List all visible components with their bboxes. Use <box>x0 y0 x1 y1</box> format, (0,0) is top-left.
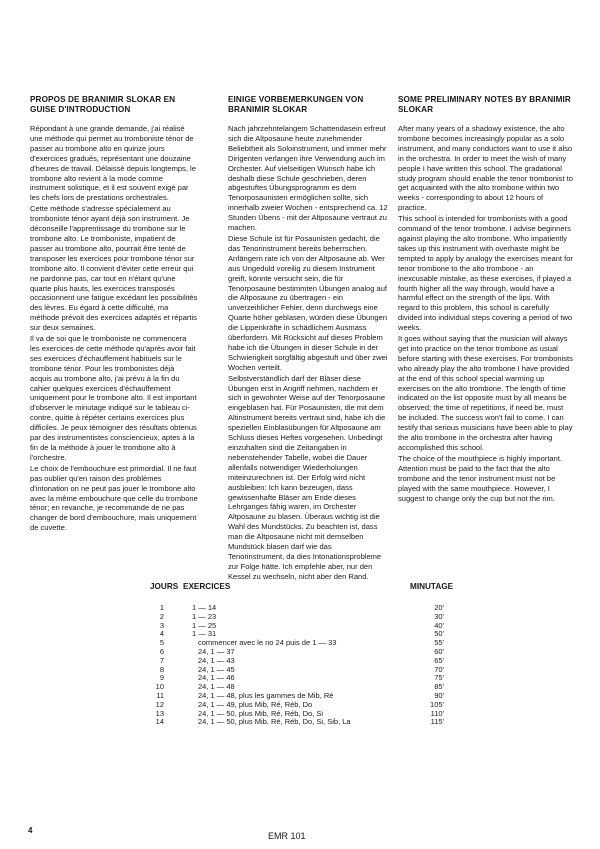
day-cell: 7 <box>159 655 164 665</box>
minutes-cell: 70' <box>434 664 444 674</box>
minutes-cell: 65' <box>434 655 444 665</box>
header-exercices: EXERCICES <box>183 582 231 591</box>
minutes-cell: 20' <box>434 603 444 612</box>
french-title: PROPOS DE BRANIMIR SLOKAR EN GUISE D'INTRODUCTION <box>30 95 176 114</box>
minutes-cell: 40' <box>434 620 444 630</box>
day-cell: 9 <box>159 673 164 683</box>
english-paragraph: After many years of a shadowy existence, the alto trombone becomes increasingly popular as a solo instrument, and many conductors want to use it also in the orchestra. In order to meet the wish of many people I have written this school. The gradational study program should enable the tenor trombonist to get acquainted with the alto trombone within two weeks - corresponding to about 12 hours of practice. <box>398 124 573 213</box>
day-cell: 1 <box>159 603 164 612</box>
exercise-cell: commencer avec le no 24 puis de 1 — 33 <box>198 638 337 648</box>
page-number: 4 <box>28 826 33 835</box>
exercise-cell: 24, 1 — 45 <box>198 664 235 674</box>
english-column <box>398 95 573 504</box>
day-cell: 6 <box>159 646 164 656</box>
exercise-cell: 24, 1 — 43 <box>198 655 235 665</box>
french-paragraph: Cette méthode s'adresse spécialement au tromboniste ténor ayant déjà son instrument. Je déconseille l'apprentissage du trombone sur le trombone alto. Le tromboniste, impatient de passer au trombone alto, pourrait être tenté de transposer les exercices pour trombone ténor sur trombone alto. Il convient d'éviter cette erreur qui ne pardonne pas, car tout en n'étant qu'une quarte plus hauts, les exercices transposés occasionnent une fatigue excédant les possibilités des lèvres. Eu égard à cette difficulté, ma méthode prévoit des exercices adaptés et répartis sur deux semaines. <box>30 204 198 333</box>
minutes-cell: 85' <box>434 682 444 692</box>
exercise-cell: 24, 1 — 50, plus Mib, Ré, Réb, Do, Si, Sib, La <box>198 717 351 727</box>
header-jours: JOURS <box>150 582 179 591</box>
minutes-cell: 75' <box>434 673 444 683</box>
english-title: SOME PRELIMINARY NOTES BY BRANIMIR SLOKAR <box>398 95 571 114</box>
minutes-cell: 50' <box>434 629 444 639</box>
exercise-cell: 24, 1 — 49, plus Mib, Ré, Réb, Do <box>198 699 313 709</box>
english-paragraph: This school is intended for trombonists with a good command of the tenor trombone. I advise beginners against playing the alto trombone. Who impatiently takes up this instrument with overhaste might be tempted to apply by analogy the exercises meant for tenor trombone to the alto trombone - an inexcusable mistake, as these exercises, if played a fourth higher all the way through, would have a harmful effect on the strength of the lips. With regard to this problem, this school is carefully divided into individual steps covering a period of two weeks. <box>398 214 573 333</box>
french-paragraph: Il va de soi que le tromboniste ne commencera les exercices de cette méthode qu'après avoir fait ses exercices d'échauffement habituels sur le trombone ténor. Pour les trombonistes déjà acquis au trombone alto, j'ai prévu à la fin du cahier quelques exercices d'échauffement uniquement pour le trombone alto. Il est important d'observer le minutage indiqué sur le tableau ci-contre, quitte à répéter certains exercices plus difficiles. Je peux témoigner des résultats obtenus par des instrumentistes consciencieux, aptes à la fin de la méthode à jouer le trombone alto à l'orchestre. <box>30 334 197 462</box>
table-row <box>150 718 540 727</box>
day-cell: 12 <box>155 699 164 709</box>
day-cell: 5 <box>159 638 164 648</box>
exercise-cell: 24, 1 — 46 <box>198 673 235 683</box>
day-cell: 3 <box>159 620 164 630</box>
german-column <box>228 95 388 583</box>
exercise-cell: 1 — 23 <box>192 611 217 621</box>
exercise-cell: 1 — 31 <box>192 629 217 639</box>
day-cell: 10 <box>155 682 164 692</box>
day-cell: 8 <box>159 664 164 674</box>
english-paragraph: The choice of the mouthpiece is highly important. Attention must be paid to the fact that the alto trombone and the tenor instrument must not be played with the same mouthpiece. However, I suggest to change only the cup but not the rim. <box>398 453 563 503</box>
minutes-cell: 115' <box>430 717 444 727</box>
minutes-cell: 105' <box>430 699 444 709</box>
german-title: EINIGE VORBEMERKUNGEN VON BRANIMIR SLOKAR <box>228 95 364 114</box>
schedule-rows <box>150 604 540 727</box>
german-paragraph: Selbstverständlich darf der Bläser diese Übungen erst in Angriff nehmen, nachdem er sich in gewohnter Weise auf der Tenorposaune eingeblasen hat. Für Posaunisten, die mit dem Altinstrument bereits vertraut sind, habe ich die speziellen Einblasübungen für Altposaune am Schluss dieses Heftes vorgesehen. Unbedingt einzuhalten sind die Zeitangaben in nebenstehender Tabelle, wobei die Dauer allenfalls notwendiger Wiederholungen miteinzurechnen ist. Der Erfolg wird nicht ausbleiben: Ich kann bezeugen, dass gewissenhafte Bläser am Ende dieses Lehrganges fähig waren, im Orchester Altposaune zu blasen. Überaus wichtig ist die Wahl des Mundstücks. Zu beachten ist, dass man die Altposaune nicht mit demselben Mundstück blasen darf wie das Tenorinstrument, da dies Intonationsprobleme zur Folge hätte. Ich empfehle aber, nur den Kessel zu wechseln, nicht aber den Rand. <box>228 373 386 581</box>
footer-catalog-number: EMR 101 <box>268 831 306 841</box>
exercise-cell: 24, 1 — 37 <box>198 646 235 656</box>
exercise-cell: 24, 1 — 48, plus les gammes de Mib, Ré <box>198 690 334 700</box>
minutes-cell: 90' <box>434 690 444 700</box>
minutes-cell: 30' <box>434 611 444 621</box>
day-cell: 11 <box>156 690 164 700</box>
minutes-cell: 60' <box>434 646 444 656</box>
english-paragraph: It goes without saying that the musician will always get into practice on the tenor trombone as usual before starting with these exercises. For trombonists who already play the alto trombone I have provided at the end of this school special warming up exercises on the alto trombone. The length of time indicated on the list opposite must by all means be observed; the time of repetitions, if need be, must be included. The success won't fail to come. I can testify that serious musicians have been able to play the alto trombone in the orchestra after having accomplished this school. <box>398 334 573 452</box>
minutes-cell: 55' <box>434 638 444 648</box>
day-cell: 13 <box>155 708 164 718</box>
german-paragraph: Diese Schule ist für Posaunisten gedacht, die das Tenorinstrument bereits beherrschen. Anfängern rate ich von der Altposaune ab. Wer aus Ungeduld voreilig zu diesem Instrument greift, könnte versucht sein, die für Tenorposaune bestimmten Übungen analog auf die Altposaune zu übertragen - ein unverzeihlicher Fehler, denn durchwegs eine Quarte höher geblasen, würden diese Übungen die Lippenkräfte in schädlichem Ausmass überfordern. Mit Rücksicht auf dieses Problem habe ich die Übungen in dieser Schule in der Schwierigkeit sorgfältig abgestuft und über zwei Wochen verteilt. <box>228 233 388 372</box>
exercise-cell: 24, 1 — 48 <box>198 682 235 692</box>
german-paragraph: Nach jahrzehntelangem Schattendasein erfreut sich die Altposaune heute zunehmender Beliebtheit als Soloinstrument, und immer mehr Dirigenten verlangen ihre Verwendung auch im Orchester. Auf vielseitigen Wunsch habe ich deshalb diese Schule geschrieben, deren abgestuftes Übungsprogramm es dem Tenorposaunisten ermöglichen sollte, sich innerhalb zweier Wochen - entsprechend ca. 12 Stunden Übens - mit der Altposaune vertraut zu machen. <box>228 124 388 233</box>
day-cell: 4 <box>159 629 164 639</box>
french-paragraph: Répondant à une grande demande, j'ai réalisé une méthode qui permet au tromboniste ténor de passer au trombone alto en quinze jours d'exercices gradués, représentant une douzaine d'heures de travail. Délaissé depuis longtemps, le trombone alto revient à la mode comme instrument solistique, et il est souvent exigé par les chefs lors de prestations orchestrales. <box>30 124 196 203</box>
minutes-cell: 110' <box>430 708 444 718</box>
exercise-cell: 1 — 14 <box>192 603 217 612</box>
day-cell: 2 <box>159 611 164 621</box>
day-cell: 14 <box>155 717 164 727</box>
header-minutage: MINUTAGE <box>410 582 454 591</box>
exercise-cell: 24, 1 — 50, plus Mib, Ré, Réb, Do, Si <box>198 708 324 718</box>
french-column <box>30 95 198 534</box>
exercise-cell: 1 — 25 <box>192 620 217 630</box>
french-paragraph: Le choix de l'embouchure est primordial. Il ne faut pas oublier qu'en raison des problèmes d'intonation on ne peut pas jouer le trombone alto avec la même embouchure que celle du trombone ténor; en revanche, je recommande de ne pas changer de bord d'embouchure, mais uniquement de cuvette. <box>30 463 198 533</box>
